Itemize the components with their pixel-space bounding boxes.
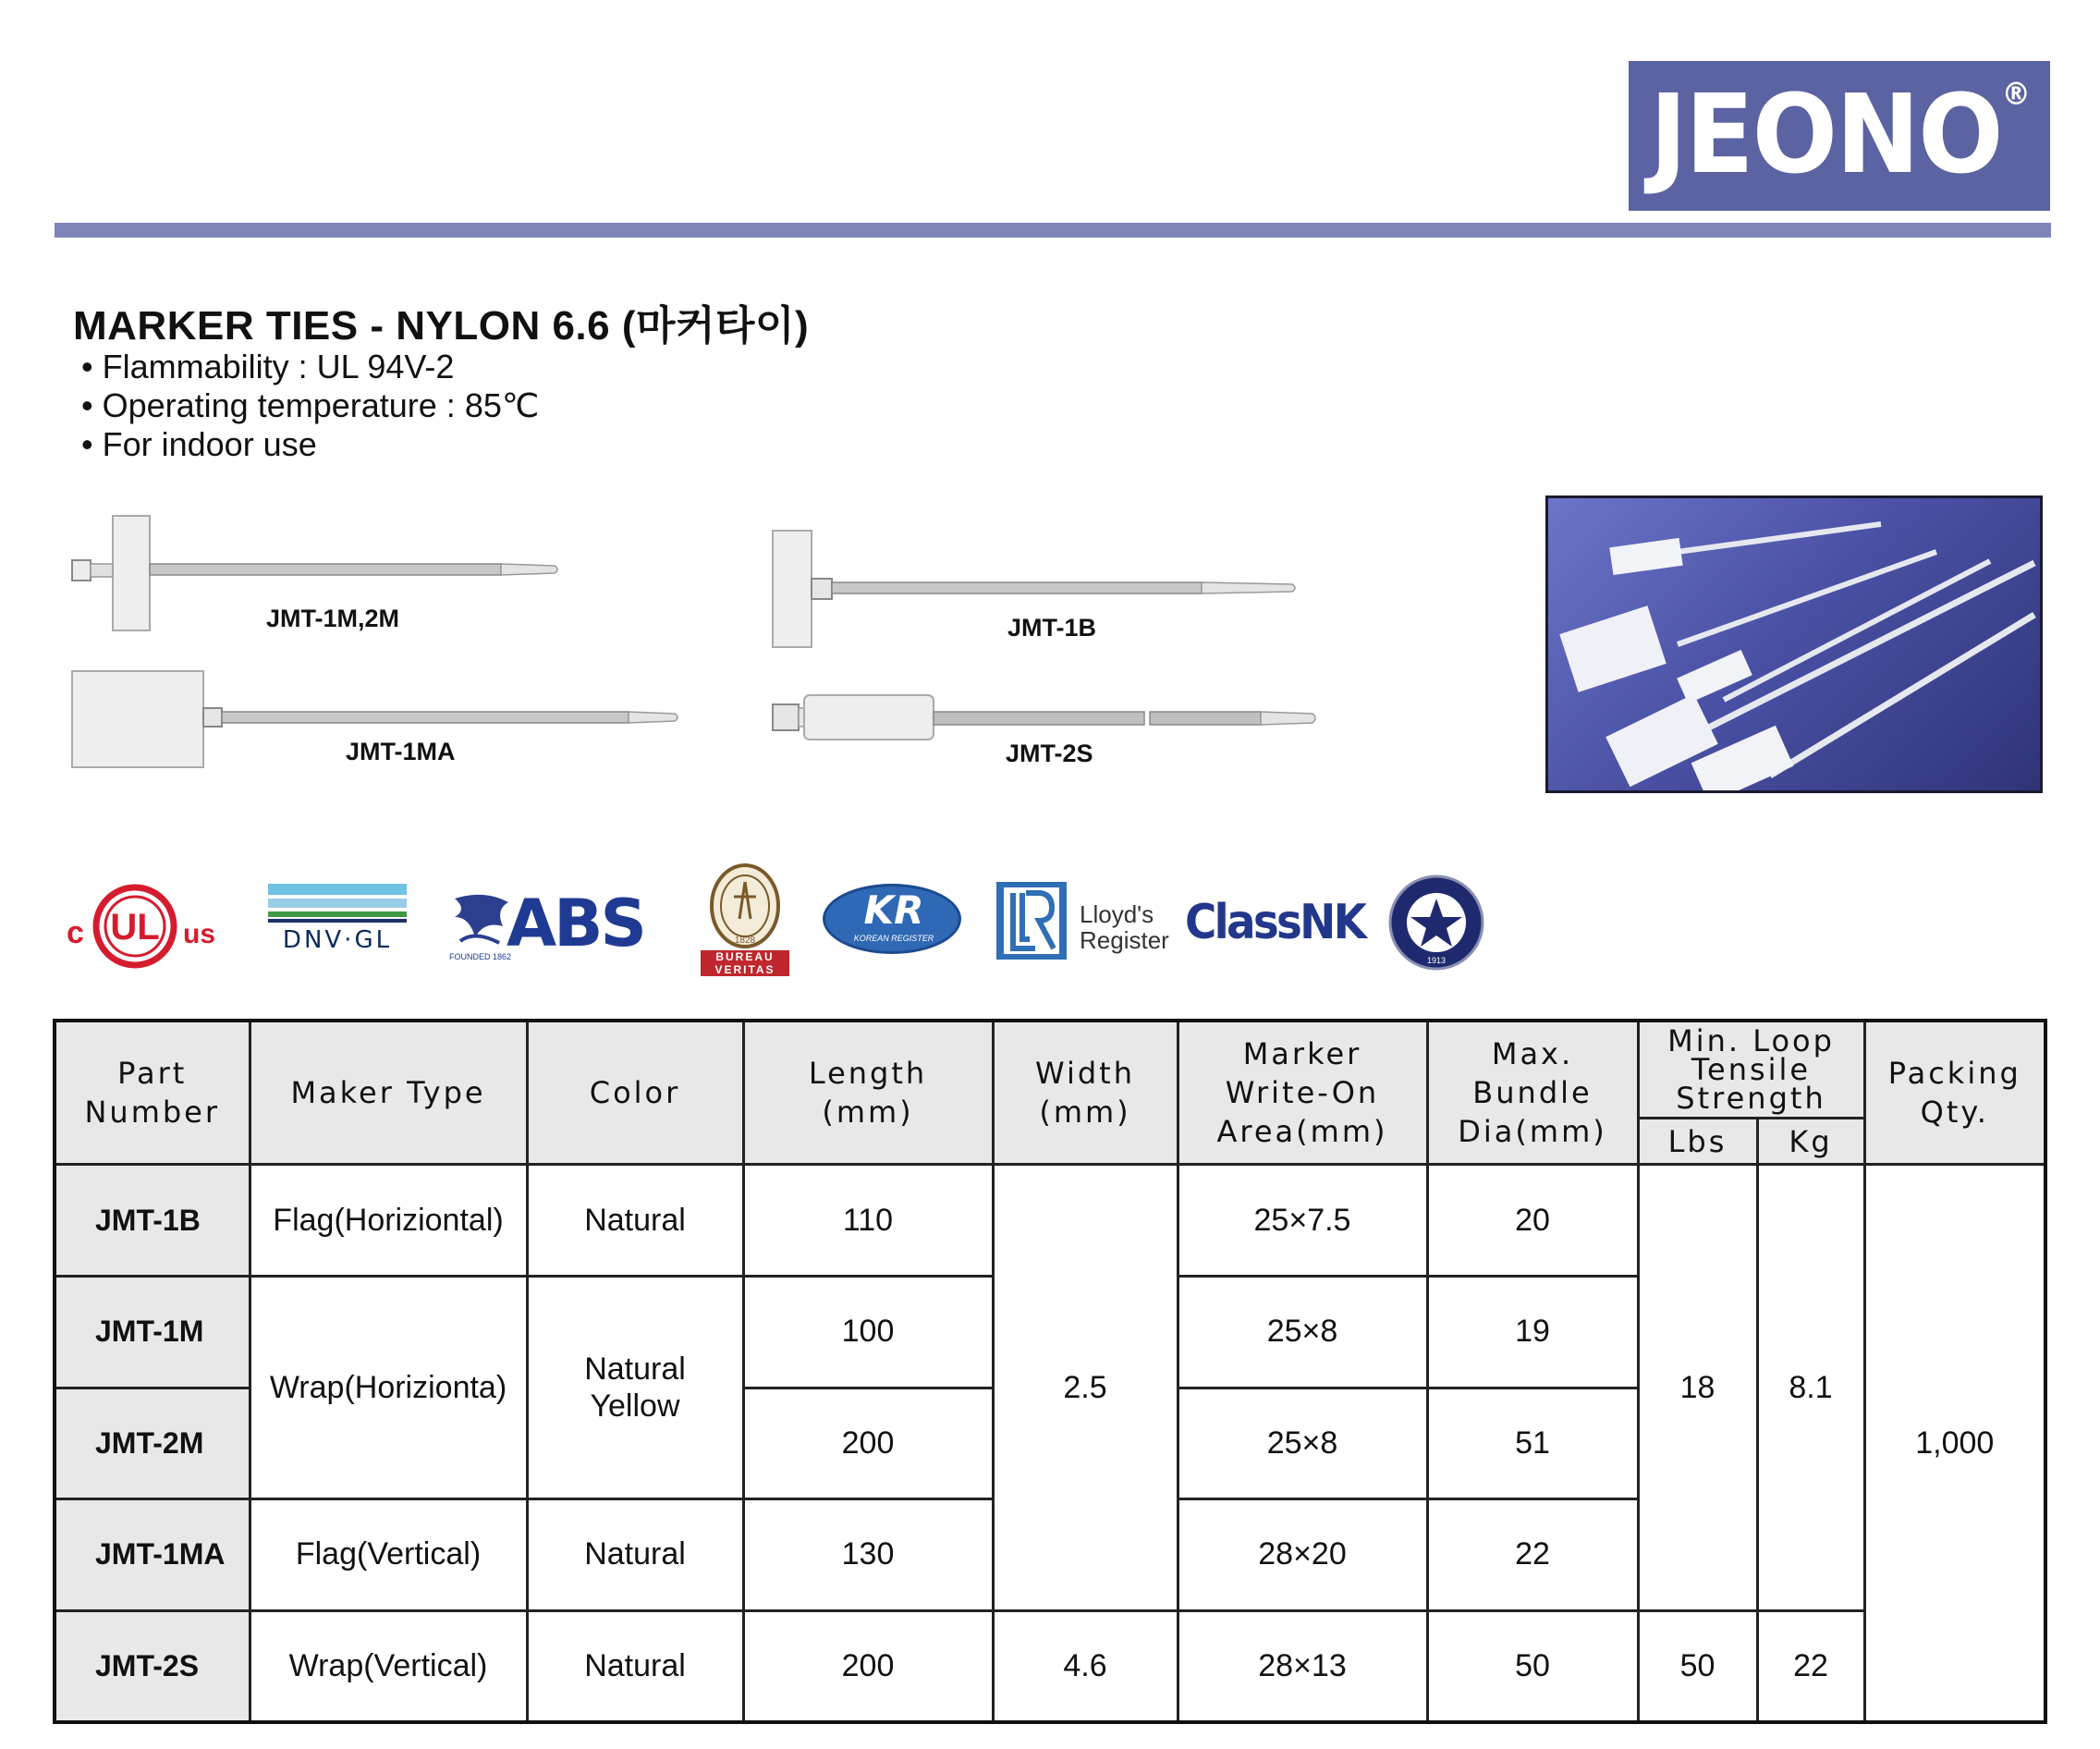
- product-photo: [1545, 495, 2043, 793]
- tie-drawing-jmt-2s: [769, 688, 1324, 780]
- header-rule: [55, 223, 2051, 238]
- lbs-cell: 50: [1638, 1610, 1757, 1722]
- kr-subtext: KOREAN REGISTER: [853, 934, 934, 943]
- bv-text: BUREAU VERITAS: [701, 950, 789, 976]
- dnv-gl-text: DNV·GL: [282, 926, 393, 954]
- marker-area-cell: 28×13: [1178, 1610, 1427, 1722]
- bundle-dia-cell: 20: [1427, 1165, 1638, 1277]
- header-color: Color: [527, 1021, 743, 1165]
- packing-qty-cell: 1,000: [1864, 1165, 2045, 1722]
- lbs-cell: 18: [1638, 1165, 1757, 1611]
- feature-item: • Operating temperature : 85℃: [81, 386, 539, 425]
- length-cell: 110: [743, 1165, 993, 1277]
- lr-icon: [1004, 887, 1059, 954]
- header-part-number: Part Number: [55, 1021, 250, 1165]
- dnv-gl-logo: [268, 884, 407, 956]
- table-row: [55, 1165, 2045, 1277]
- feature-list: [81, 348, 539, 464]
- tie-drawing-jmt-1m: [68, 514, 568, 634]
- header-packing-qty: Packing Qty.: [1864, 1021, 2045, 1165]
- header-kg: Kg: [1757, 1119, 1864, 1165]
- marker-area-cell: 25×8: [1178, 1276, 1427, 1388]
- ul-mark: UL: [110, 907, 160, 948]
- maker-type-cell: Flag(Horiziontal): [250, 1165, 527, 1277]
- feature-item: • For indoor use: [81, 425, 539, 464]
- header-length: Length (mm): [743, 1021, 993, 1165]
- length-cell: 100: [743, 1276, 993, 1388]
- part-number-cell: JMT-2S: [55, 1610, 250, 1722]
- product-label: JMT-1M,2M: [266, 605, 400, 632]
- kg-cell: 22: [1757, 1610, 1864, 1722]
- lr-line2: Register: [1080, 926, 1169, 954]
- brand-logo: [1629, 61, 2050, 211]
- bundle-dia-cell: 19: [1427, 1276, 1638, 1388]
- table-row: [55, 1610, 2045, 1722]
- rs-year: 1913: [1426, 956, 1447, 965]
- part-number-cell: JMT-1MA: [55, 1499, 250, 1611]
- lloyds-register-logo: [996, 882, 1169, 965]
- color-cell: Natural Yellow: [527, 1276, 743, 1498]
- ul-listed-logo: [67, 878, 224, 971]
- rs-seal-icon: [1386, 873, 1486, 972]
- header-tensile-strength: Min. Loop Tensile Strength: [1638, 1021, 1864, 1119]
- bv-year: 1828: [734, 936, 756, 946]
- width-cell: 4.6: [993, 1610, 1178, 1722]
- marker-area-cell: 25×8: [1178, 1388, 1427, 1499]
- page-title: MARKER TIES - NYLON 6.6 (마커타이): [73, 303, 810, 349]
- color-cell: Natural: [527, 1165, 743, 1277]
- classnk-text: ClassNK: [1185, 895, 1365, 950]
- marker-area-cell: 25×7.5: [1178, 1165, 1427, 1277]
- lr-line1: Lloyd's: [1080, 900, 1154, 928]
- bv-seal-icon: [697, 863, 793, 952]
- marker-ties-photo: [1548, 498, 2040, 790]
- maker-type-cell: Wrap(Vertical): [250, 1610, 527, 1722]
- bundle-dia-cell: 51: [1427, 1388, 1638, 1499]
- color-cell: Natural: [527, 1499, 743, 1611]
- maker-type-cell: Flag(Vertical): [250, 1499, 527, 1611]
- product-label: JMT-2S: [1006, 740, 1093, 767]
- tie-drawing-jmt-1ma: [68, 669, 688, 789]
- russian-register-logo: [1386, 873, 1486, 972]
- header-width: Width (mm): [993, 1021, 1178, 1165]
- ul-logo: [67, 878, 224, 971]
- ul-c: c: [67, 915, 84, 950]
- spec-table: [53, 1019, 2047, 1724]
- header-marker-area: Marker Write-On Area(mm): [1178, 1021, 1427, 1165]
- feature-item: • Flammability : UL 94V-2: [81, 348, 539, 386]
- header-maker-type: Maker Type: [250, 1021, 527, 1165]
- length-cell: 200: [743, 1610, 993, 1722]
- abs-founded: FOUNDED 1862: [449, 952, 512, 961]
- bundle-dia-cell: 50: [1427, 1610, 1638, 1722]
- bundle-dia-cell: 22: [1427, 1499, 1638, 1611]
- korean-register-logo: [823, 884, 965, 958]
- part-number-cell: JMT-1B: [55, 1165, 250, 1277]
- header-lbs: Lbs: [1638, 1119, 1757, 1165]
- tie-drawing-jmt-1b: [769, 529, 1305, 649]
- part-number-cell: JMT-2M: [55, 1388, 250, 1499]
- abs-logo: [447, 886, 660, 963]
- registered-mark: ®: [2001, 76, 2030, 113]
- color-cell: Natural: [527, 1610, 743, 1722]
- classnk-logo: [1185, 895, 1370, 954]
- product-label: JMT-1MA: [346, 738, 456, 765]
- maker-type-cell: Wrap(Horizionta): [250, 1276, 527, 1498]
- abs-text: ABS: [507, 886, 644, 961]
- ul-us: us: [183, 919, 216, 949]
- width-cell: 2.5: [993, 1165, 1178, 1611]
- kr-text: KR: [863, 887, 924, 933]
- bureau-veritas-logo: [697, 863, 793, 976]
- brand-name: JEONO: [1649, 70, 2002, 198]
- length-cell: 130: [743, 1499, 993, 1611]
- kg-cell: 8.1: [1757, 1165, 1864, 1611]
- part-number-cell: JMT-1M: [55, 1276, 250, 1388]
- marker-area-cell: 28×20: [1178, 1499, 1427, 1611]
- header-bundle-dia: Max. Bundle Dia(mm): [1427, 1021, 1638, 1165]
- length-cell: 200: [743, 1388, 993, 1499]
- product-label: JMT-1B: [1007, 614, 1097, 642]
